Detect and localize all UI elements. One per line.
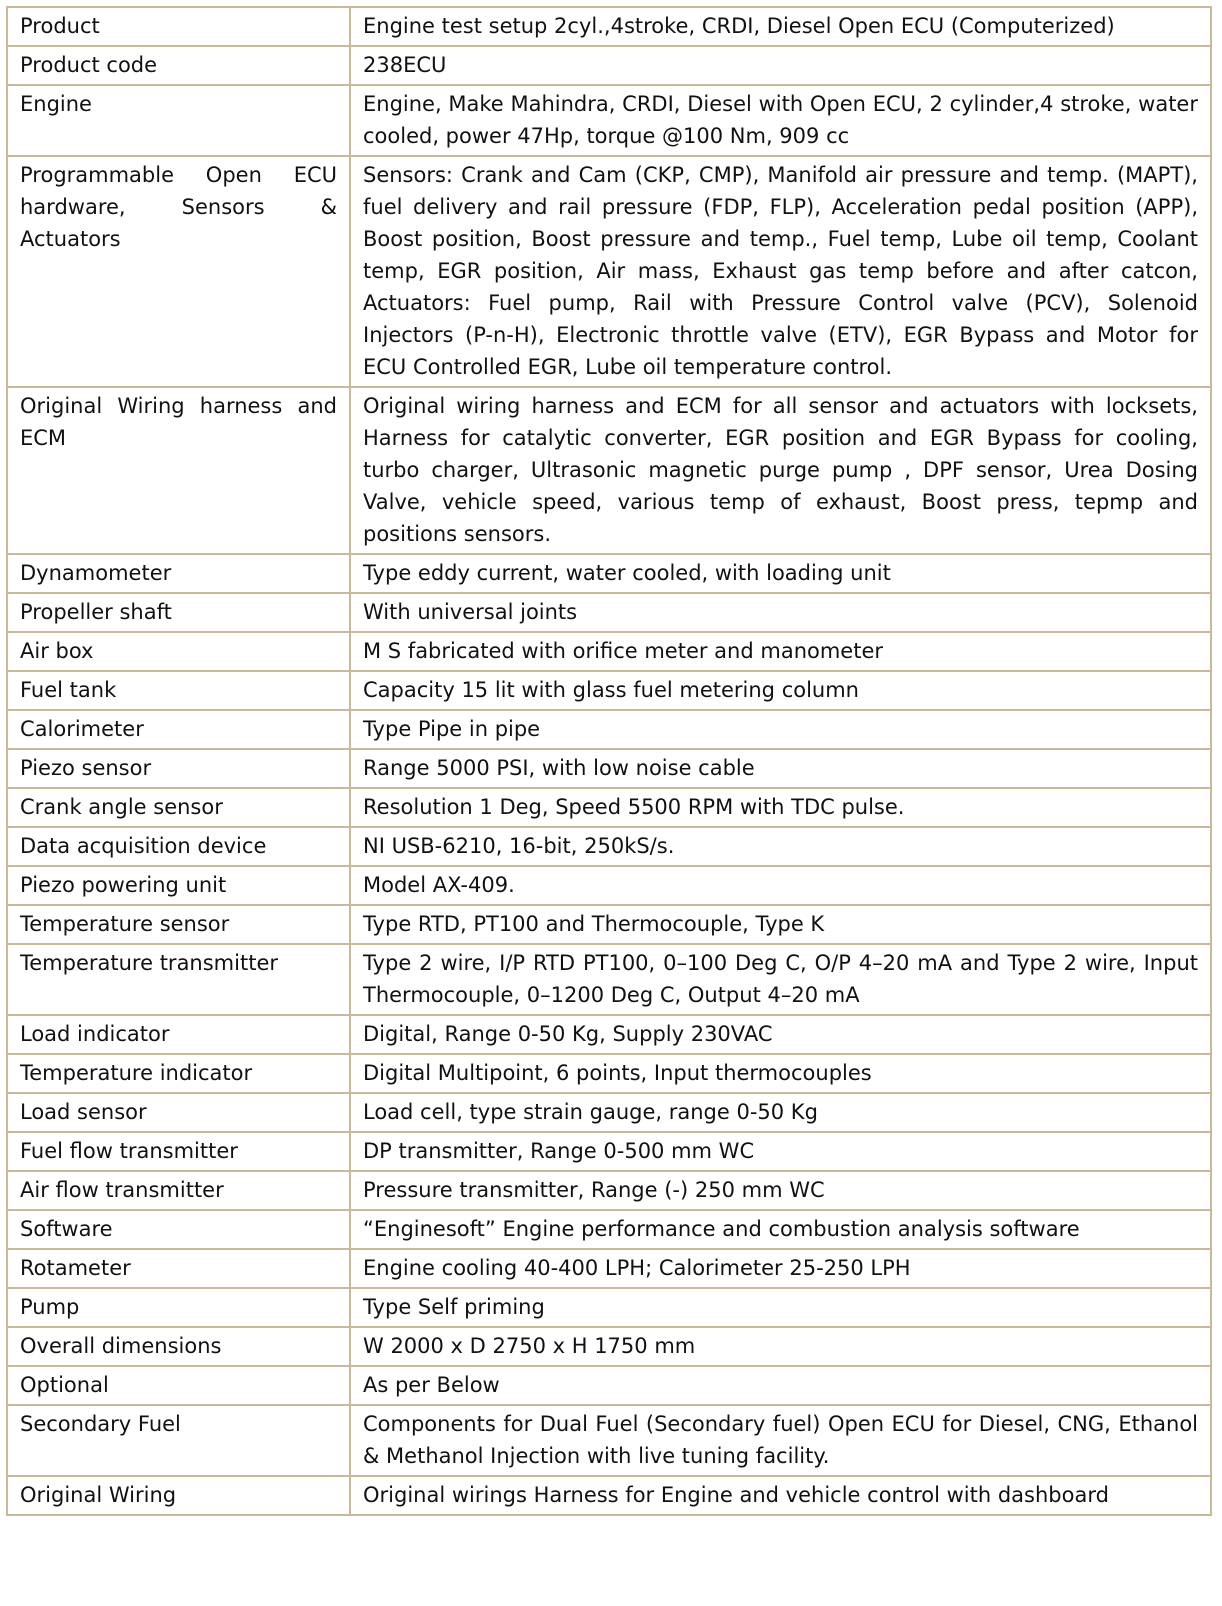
table-row bbox=[7, 1249, 1211, 1288]
table-row bbox=[7, 827, 1211, 866]
row-label: Piezo powering unit bbox=[7, 866, 350, 905]
row-value: NI USB-6210, 16-bit, 250kS/s. bbox=[350, 827, 1211, 866]
row-label: Temperature transmitter bbox=[7, 944, 350, 1015]
table-row bbox=[7, 1015, 1211, 1054]
row-value: Pressure transmitter, Range (-) 250 mm WC bbox=[350, 1171, 1211, 1210]
row-label: Overall dimensions bbox=[7, 1327, 350, 1366]
table-row bbox=[7, 1366, 1211, 1405]
row-label: Temperature indicator bbox=[7, 1054, 350, 1093]
row-label: Engine bbox=[7, 85, 350, 156]
row-label: Secondary Fuel bbox=[7, 1405, 350, 1476]
row-label: Software bbox=[7, 1210, 350, 1249]
row-label: Load sensor bbox=[7, 1093, 350, 1132]
row-value: Model AX-409. bbox=[350, 866, 1211, 905]
table-row bbox=[7, 944, 1211, 1015]
spec-table-body bbox=[7, 7, 1211, 1515]
table-row bbox=[7, 1132, 1211, 1171]
row-label: Product bbox=[7, 7, 350, 46]
row-label: Rotameter bbox=[7, 1249, 350, 1288]
row-label: Data acquisition device bbox=[7, 827, 350, 866]
row-label: Programmable Open ECU hardware, Sensors & Actuators bbox=[7, 156, 350, 387]
row-label: Crank angle sensor bbox=[7, 788, 350, 827]
row-value: Type RTD, PT100 and Thermocouple, Type K bbox=[350, 905, 1211, 944]
row-value: Range 5000 PSI, with low noise cable bbox=[350, 749, 1211, 788]
row-value: Engine, Make Mahindra, CRDI, Diesel with Open ECU, 2 cylinder,4 stroke, water cooled, power 47Hp, torque @100 Nm, 909 cc bbox=[350, 85, 1211, 156]
row-value: Capacity 15 lit with glass fuel metering column bbox=[350, 671, 1211, 710]
row-value: Original wirings Harness for Engine and vehicle control with dashboard bbox=[350, 1476, 1211, 1515]
row-value: Type 2 wire, I/P RTD PT100, 0–100 Deg C, O/P 4–20 mA and Type 2 wire, Input Thermocouple, 0–1200 Deg C, Output 4–20 mA bbox=[350, 944, 1211, 1015]
spec-table bbox=[6, 6, 1212, 1516]
row-value: W 2000 x D 2750 x H 1750 mm bbox=[350, 1327, 1211, 1366]
table-row bbox=[7, 1476, 1211, 1515]
row-label: Fuel flow transmitter bbox=[7, 1132, 350, 1171]
table-row bbox=[7, 1171, 1211, 1210]
row-label: Optional bbox=[7, 1366, 350, 1405]
row-value: Engine test setup 2cyl.,4stroke, CRDI, Diesel Open ECU (Computerized) bbox=[350, 7, 1211, 46]
row-value: Type eddy current, water cooled, with loading unit bbox=[350, 554, 1211, 593]
row-label: Dynamometer bbox=[7, 554, 350, 593]
table-row bbox=[7, 710, 1211, 749]
table-row bbox=[7, 593, 1211, 632]
table-row bbox=[7, 7, 1211, 46]
table-row bbox=[7, 1288, 1211, 1327]
row-value: M S fabricated with orifice meter and manometer bbox=[350, 632, 1211, 671]
row-label: Original Wiring harness and ECM bbox=[7, 387, 350, 554]
row-value: As per Below bbox=[350, 1366, 1211, 1405]
row-value: Components for Dual Fuel (Secondary fuel) Open ECU for Diesel, CNG, Ethanol & Methanol Injection with live tuning facility. bbox=[350, 1405, 1211, 1476]
table-row bbox=[7, 156, 1211, 387]
row-label: Pump bbox=[7, 1288, 350, 1327]
table-row bbox=[7, 788, 1211, 827]
table-row bbox=[7, 1327, 1211, 1366]
table-row bbox=[7, 554, 1211, 593]
row-label: Fuel tank bbox=[7, 671, 350, 710]
table-row bbox=[7, 866, 1211, 905]
row-value: “Enginesoft” Engine performance and combustion analysis software bbox=[350, 1210, 1211, 1249]
table-row bbox=[7, 749, 1211, 788]
row-value: 238ECU bbox=[350, 46, 1211, 85]
row-value: Sensors: Crank and Cam (CKP, CMP), Manifold air pressure and temp. (MAPT), fuel delivery and rail pressure (FDP, FLP), Acceleration pedal position (APP), Boost position, Boost pressure and temp., Fuel temp, Lube oil temp, Coolant temp, EGR position, Air mass, Exhaust gas temp before and after catcon, Actuators: Fuel pump, Rail with Pressure Control valve (PCV), Solenoid Injectors (P-n-H), Electronic throttle valve (ETV), EGR Bypass and Motor for ECU Controlled EGR, Lube oil temperature control. bbox=[350, 156, 1211, 387]
table-row bbox=[7, 46, 1211, 85]
row-value: Original wiring harness and ECM for all sensor and actuators with locksets, Harness for catalytic converter, EGR position and EGR Bypass for cooling, turbo charger, Ultrasonic magnetic purge pump , DPF sensor, Urea Dosing Valve, vehicle speed, various temp of exhaust, Boost press, tepmp and positions sensors. bbox=[350, 387, 1211, 554]
row-value: Type Pipe in pipe bbox=[350, 710, 1211, 749]
row-label: Calorimeter bbox=[7, 710, 350, 749]
table-row bbox=[7, 85, 1211, 156]
row-label: Air box bbox=[7, 632, 350, 671]
row-label: Propeller shaft bbox=[7, 593, 350, 632]
row-label: Piezo sensor bbox=[7, 749, 350, 788]
row-label: Product code bbox=[7, 46, 350, 85]
table-row bbox=[7, 905, 1211, 944]
row-value: Type Self priming bbox=[350, 1288, 1211, 1327]
row-value: Digital Multipoint, 6 points, Input thermocouples bbox=[350, 1054, 1211, 1093]
table-row bbox=[7, 632, 1211, 671]
row-label: Original Wiring bbox=[7, 1476, 350, 1515]
row-label: Load indicator bbox=[7, 1015, 350, 1054]
table-row bbox=[7, 1210, 1211, 1249]
row-value: Load cell, type strain gauge, range 0-50 Kg bbox=[350, 1093, 1211, 1132]
row-label: Temperature sensor bbox=[7, 905, 350, 944]
table-row bbox=[7, 671, 1211, 710]
row-value: Resolution 1 Deg, Speed 5500 RPM with TDC pulse. bbox=[350, 788, 1211, 827]
row-value: DP transmitter, Range 0-500 mm WC bbox=[350, 1132, 1211, 1171]
table-row bbox=[7, 387, 1211, 554]
row-value: Engine cooling 40-400 LPH; Calorimeter 25-250 LPH bbox=[350, 1249, 1211, 1288]
table-row bbox=[7, 1405, 1211, 1476]
row-value: With universal joints bbox=[350, 593, 1211, 632]
row-value: Digital, Range 0-50 Kg, Supply 230VAC bbox=[350, 1015, 1211, 1054]
table-row bbox=[7, 1054, 1211, 1093]
table-row bbox=[7, 1093, 1211, 1132]
row-label: Air flow transmitter bbox=[7, 1171, 350, 1210]
